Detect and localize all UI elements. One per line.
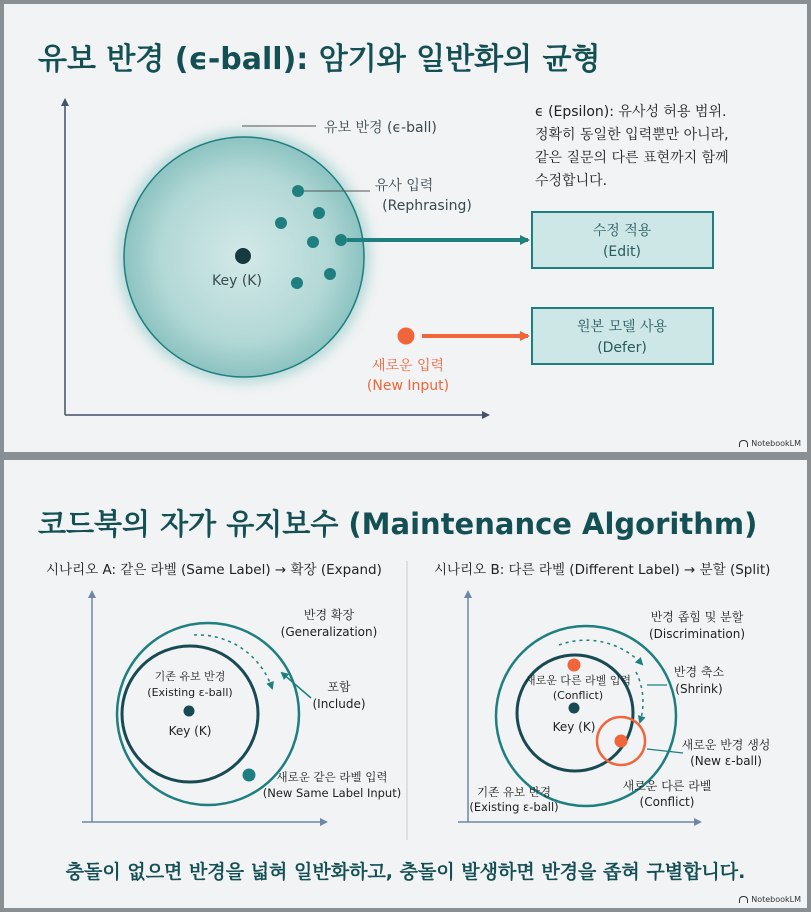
a-new-same-label: 새로운 같은 라벨 입력 <box>276 770 388 784</box>
scenario-b-heading: 시나리오 B: 다른 라벨 (Different Label) → 분할 (Split) <box>434 562 771 578</box>
notebooklm-logo <box>739 439 801 448</box>
logo-text: NotebookLM <box>751 895 801 904</box>
similar-point <box>307 236 319 248</box>
logo-text: NotebookLM <box>751 439 801 448</box>
a-generalization-label: 반경 확장 <box>303 608 355 622</box>
notebooklm-logo <box>739 895 801 904</box>
edit-box-label: 수정 적용 <box>592 223 652 239</box>
b-shrink-arc <box>636 672 643 722</box>
panel-title: 유보 반경 (ϵ-ball): 암기와 일반화의 균형 <box>38 42 601 77</box>
eball-label: 유보 반경 (ϵ-ball) <box>324 120 437 136</box>
b-key-point <box>569 703 580 714</box>
a-new-same-sublabel: (New Same Label Input) <box>262 786 402 800</box>
a-new-input-point <box>243 769 256 782</box>
a-generalization-sublabel: (Generalization) <box>280 625 378 639</box>
a-existing-label: 기존 유보 반경 <box>154 670 226 683</box>
b-discrimination-label: 반경 좁힘 및 분할 <box>650 610 744 624</box>
similar-point <box>324 268 336 280</box>
b-key-label: Key (K) <box>552 720 596 734</box>
similar-input-label: 유사 입력 <box>374 178 434 194</box>
scenario-a-heading: 시나리오 A: 같은 라벨 (Same Label) → 확장 (Expand) <box>46 562 382 578</box>
new-input-point <box>398 328 415 345</box>
a-expanded-eball <box>117 623 299 805</box>
a-existing-sublabel: (Existing ε-ball) <box>147 686 233 699</box>
b-new-eball-sublabel: (New ε-ball) <box>690 754 762 768</box>
edit-box-sublabel: (Edit) <box>602 244 642 260</box>
b-discrimination-sublabel: (Discrimination) <box>648 627 746 641</box>
b-new-eball-label: 새로운 반경 생성 <box>681 738 771 752</box>
b-conflict-outer-label: 새로운 다른 라벨 <box>622 779 712 793</box>
similar-point <box>292 185 304 197</box>
a-include-label: 포함 <box>327 680 351 694</box>
b-conflict-inner-point <box>568 659 581 672</box>
new-input-sublabel: (New Input) <box>366 378 450 394</box>
eball-panel <box>4 4 807 452</box>
new-input-label: 새로운 입력 <box>371 358 445 374</box>
maintenance-diagram <box>4 460 807 908</box>
b-shrink-label: 반경 축소 <box>673 665 725 679</box>
key-point <box>235 248 251 264</box>
defer-box-sublabel: (Defer) <box>597 340 647 356</box>
a-key-point <box>184 706 195 717</box>
notebooklm-icon <box>739 440 748 447</box>
similar-point <box>275 217 287 229</box>
similar-point <box>291 277 303 289</box>
a-include-sublabel: (Include) <box>312 697 366 711</box>
b-conflict-inner-label: 새로운 다른 라벨 입력 <box>524 674 632 687</box>
epsilon-note-line-2: 정확히 동일한 입력뿐만 아니라, <box>535 127 729 143</box>
similar-point <box>313 207 325 219</box>
epsilon-note-line-4: 수정합니다. <box>535 173 608 189</box>
b-new-eball-leader <box>647 749 683 753</box>
b-existing-label: 기존 유보 반경 <box>477 785 551 799</box>
b-conflict-outer-sublabel: (Conflict) <box>639 795 695 809</box>
b-conflict-point <box>615 735 628 748</box>
epsilon-note-line-1 <box>535 103 726 120</box>
b-existing-sublabel: (Existing ε-ball) <box>469 800 559 814</box>
notebooklm-icon <box>739 896 748 903</box>
eball-diagram <box>4 4 807 452</box>
defer-box-label: 원본 모델 사용 <box>576 319 668 335</box>
a-key-label: Key (K) <box>168 724 212 738</box>
b-shrink-sublabel: (Shrink) <box>675 682 723 696</box>
key-label: Key (K) <box>212 273 262 289</box>
epsilon-note-text: ϵ (Epsilon): 유사성 허용 범위. <box>535 104 727 120</box>
similar-point <box>335 234 347 246</box>
panel-title: 코드북의 자가 유지보수 (Maintenance Algorithm) <box>38 507 758 541</box>
summary-text: 충돌이 없으면 반경을 넓혀 일반화하고, 충돌이 발생하면 반경을 좁혀 구별합니다. <box>65 861 746 883</box>
similar-input-sublabel: (Rephrasing) <box>382 198 472 214</box>
maintenance-panel <box>4 460 807 908</box>
epsilon-note-line-3: 같은 질문의 다른 표현까지 함께 <box>535 150 729 166</box>
b-conflict-inner-sublabel: (Conflict) <box>552 689 604 702</box>
